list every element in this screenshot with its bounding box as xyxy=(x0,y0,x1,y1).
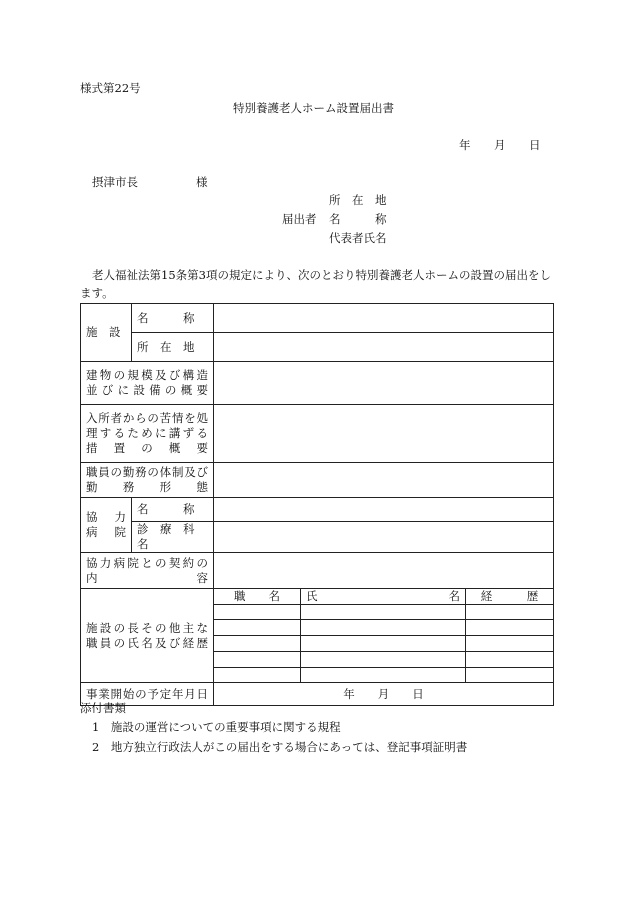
complaints-label-line3: 措 置 の 概 要 xyxy=(86,441,208,455)
applicant-prefix: 届出者 xyxy=(282,212,317,226)
hospital-label-line2: 病 院 xyxy=(86,525,126,539)
attachment-item-1: 1 施設の運営についての重要事項に関する規程 xyxy=(92,720,341,734)
date-day-label: 日 xyxy=(529,138,541,152)
contract-value xyxy=(214,553,554,589)
attachment-item-2: 2 地方独立行政法人がこの届出をする場合にあっては、登記事項証明書 xyxy=(92,740,468,754)
intro-text-line1: 老人福祉法第15条第3項の規定により、次のとおり特別養護老人ホームの設置の届出をし xyxy=(92,268,551,282)
facility-name-value xyxy=(214,304,554,333)
facility-name-label: 名 称 xyxy=(132,304,214,333)
page-title: 特別養護老人ホーム設置届出書 xyxy=(233,101,394,115)
contract-label-line1: 協力病院との契約の xyxy=(86,555,208,570)
complaints-label-line1: 入所者からの苦情を処 xyxy=(86,411,208,425)
applicant-address-label: 所 在 地 xyxy=(329,193,387,207)
head-staff-label xyxy=(81,589,214,683)
facility-address-value xyxy=(214,333,554,362)
hospital-dept-value xyxy=(214,522,554,553)
staff-label-line2: 勤 務 形 態 xyxy=(86,480,208,494)
complaints-label xyxy=(81,405,214,463)
applicant-name-label: 名 称 xyxy=(329,212,387,226)
building-value xyxy=(214,362,554,405)
complaints-label-line2: 理するために講ずる xyxy=(86,426,208,440)
col-name-right: 名 xyxy=(448,589,460,603)
col-name-header xyxy=(301,589,466,605)
date-month-label: 月 xyxy=(494,138,506,152)
attachments-heading: 添付書類 xyxy=(80,701,126,715)
hospital-label xyxy=(81,498,132,553)
contract-label-line2: 内 容 xyxy=(86,570,208,585)
start-date-label-text: 事業開始の予定年月日 xyxy=(86,686,208,701)
intro-text-line2: ます。 xyxy=(80,286,114,300)
date-year-label: 年 xyxy=(459,138,471,152)
col-name-left: 氏 xyxy=(306,589,318,603)
start-date-value: 年 月 日 xyxy=(214,683,554,706)
hospital-name-value xyxy=(214,498,554,522)
building-label-line2: 並びに設備の概要 xyxy=(86,383,208,397)
building-label xyxy=(81,362,214,405)
applicant-rep-label: 代表者氏名 xyxy=(329,231,387,245)
staff-value xyxy=(214,463,554,498)
staff-label xyxy=(81,463,214,498)
building-label-line1: 建物の規模及び構造 xyxy=(86,368,208,382)
hospital-dept-label: 診 療 科 名 xyxy=(132,522,214,553)
complaints-value xyxy=(214,405,554,463)
application-table xyxy=(80,303,554,706)
addressee-honorific: 様 xyxy=(196,175,208,189)
col-title-header: 職 名 xyxy=(214,589,301,605)
facility-address-label: 所 在 地 xyxy=(132,333,214,362)
head-staff-label-line1: 施設の長その他主な xyxy=(86,620,208,635)
col-career-header: 経 歴 xyxy=(466,589,554,605)
hospital-name-label: 名 称 xyxy=(132,498,214,522)
addressee-name: 摂津市長 xyxy=(92,175,138,189)
head-staff-label-line2: 職員の氏名及び経歴 xyxy=(86,635,208,650)
staff-label-line1: 職員の勤務の体制及び xyxy=(86,465,208,479)
hospital-label-line1: 協 力 xyxy=(86,510,126,524)
contract-label xyxy=(81,553,214,589)
facility-label: 施 設 xyxy=(81,304,132,362)
form-number: 様式第22号 xyxy=(80,81,141,95)
